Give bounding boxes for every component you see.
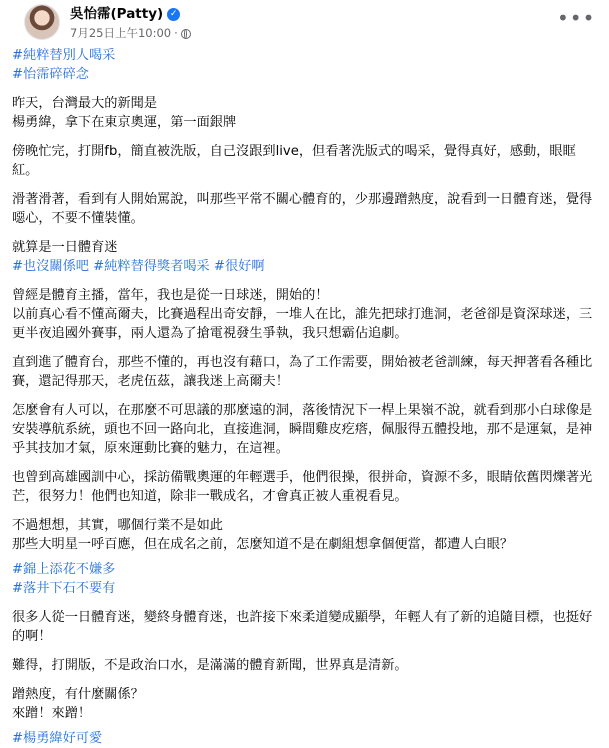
post-paragraph: 就算是一日體育迷 <box>12 240 118 255</box>
globe-icon <box>181 29 191 39</box>
post-paragraph: 直到進了體育台，那些不懂的，再也沒有藉口，為了工作需要，開始被老爸訓練，每天押著看各種比賽，還記得那天，老虎伍茲，讓我迷上高爾夫！ <box>12 355 593 389</box>
post-paragraph: 曾經是體育主播，當年，我也是從一日球迷，開始的！ 以前真心看不懂高爾夫，比賽過程出奇安靜，一堆人在比，誰先把球打進洞，老爸卻是資深球迷，三更半夜追國外賽事，兩人還為了搶電視發生爭執，我只想霸佔追劇。 <box>12 288 593 341</box>
post-paragraph: 傍晚忙完，打開fb，簡直被洗版，自己沒跟到live，但看著洗版式的喝采，覺得真好，感動，眼眶紅。 <box>12 144 576 178</box>
hashtag-line[interactable]: #也沒關係吧 #純粹替得獎者喝采 #很好啊 <box>12 259 265 274</box>
post-paragraph: 怎麼會有人可以，在那麼不可思議的那麼遠的洞，落後情況下一桿上果嶺不說，就看到那小白球像是安裝導航系統，頭也不回一路向北，直接進洞，瞬間雞皮疙瘩，佩服得五體投地，那不是運氣，是神乎其技加才氣，原來運動比賽的魅力，在這裡。 <box>12 403 593 456</box>
post-paragraph: 滑著滑著，看到有人開始罵說，叫那些平常不關心體育的，少那邊蹭熱度，說看到一日體育迷，覺得噁心，不要不懂裝懂。 <box>12 192 593 226</box>
hashtag-link[interactable]: #純粹替別人喝采 <box>12 48 116 63</box>
post-timestamp[interactable]: 7月25日上午10:00 <box>70 26 172 40</box>
hashtag-link[interactable]: #楊勇緯好可愛 <box>12 731 103 746</box>
author-row <box>70 5 180 24</box>
hashtag-link[interactable]: #怡霈碎碎念 <box>12 67 89 82</box>
more-options-icon[interactable]: ••• <box>557 6 596 30</box>
post-paragraph: 不過想想，其實，哪個行業不是如此 那些大明星一呼百應，但在成名之前，怎麼知道不是在劇組想拿個便當，都遭人白眼？ <box>12 518 514 552</box>
verified-badge-icon: ✓ <box>167 8 180 21</box>
post-paragraph: 蹭熱度，有什麼關係？ 來蹭！來蹭！ <box>12 687 144 721</box>
post-header <box>12 0 597 44</box>
hashtag-link[interactable]: #落井下石不要有 <box>12 581 116 596</box>
post-meta: 7月25日上午10:00 · <box>70 24 191 43</box>
post-paragraph: 難得，打開版，不是政治口水，是滿滿的體育新聞，世界真是清新。 <box>12 658 408 673</box>
post-paragraph: 很多人從一日體育迷，變終身體育迷，也許接下來柔道變成顯學，年輕人有了新的追隨目標，也挺好的啊！ <box>12 610 593 644</box>
post-paragraph: 也曾到高雄國訓中心，採訪備戰奧運的年輕選手，他們很操，很拼命，資源不多，眼睛依舊閃爍著光芒，很努力！他們也知道，除非一戰成名，才會真正被人重視看見。 <box>12 470 593 504</box>
author-name[interactable]: 吳怡霈(Patty) <box>70 6 164 22</box>
author-avatar[interactable] <box>24 4 60 40</box>
hashtag-link[interactable]: #錦上添花不嫌多 <box>12 562 116 577</box>
post-body <box>12 46 599 748</box>
post-paragraph: 昨天，台灣最大的新聞是 楊勇緯，拿下在東京奧運，第一面銀牌 <box>12 96 237 130</box>
